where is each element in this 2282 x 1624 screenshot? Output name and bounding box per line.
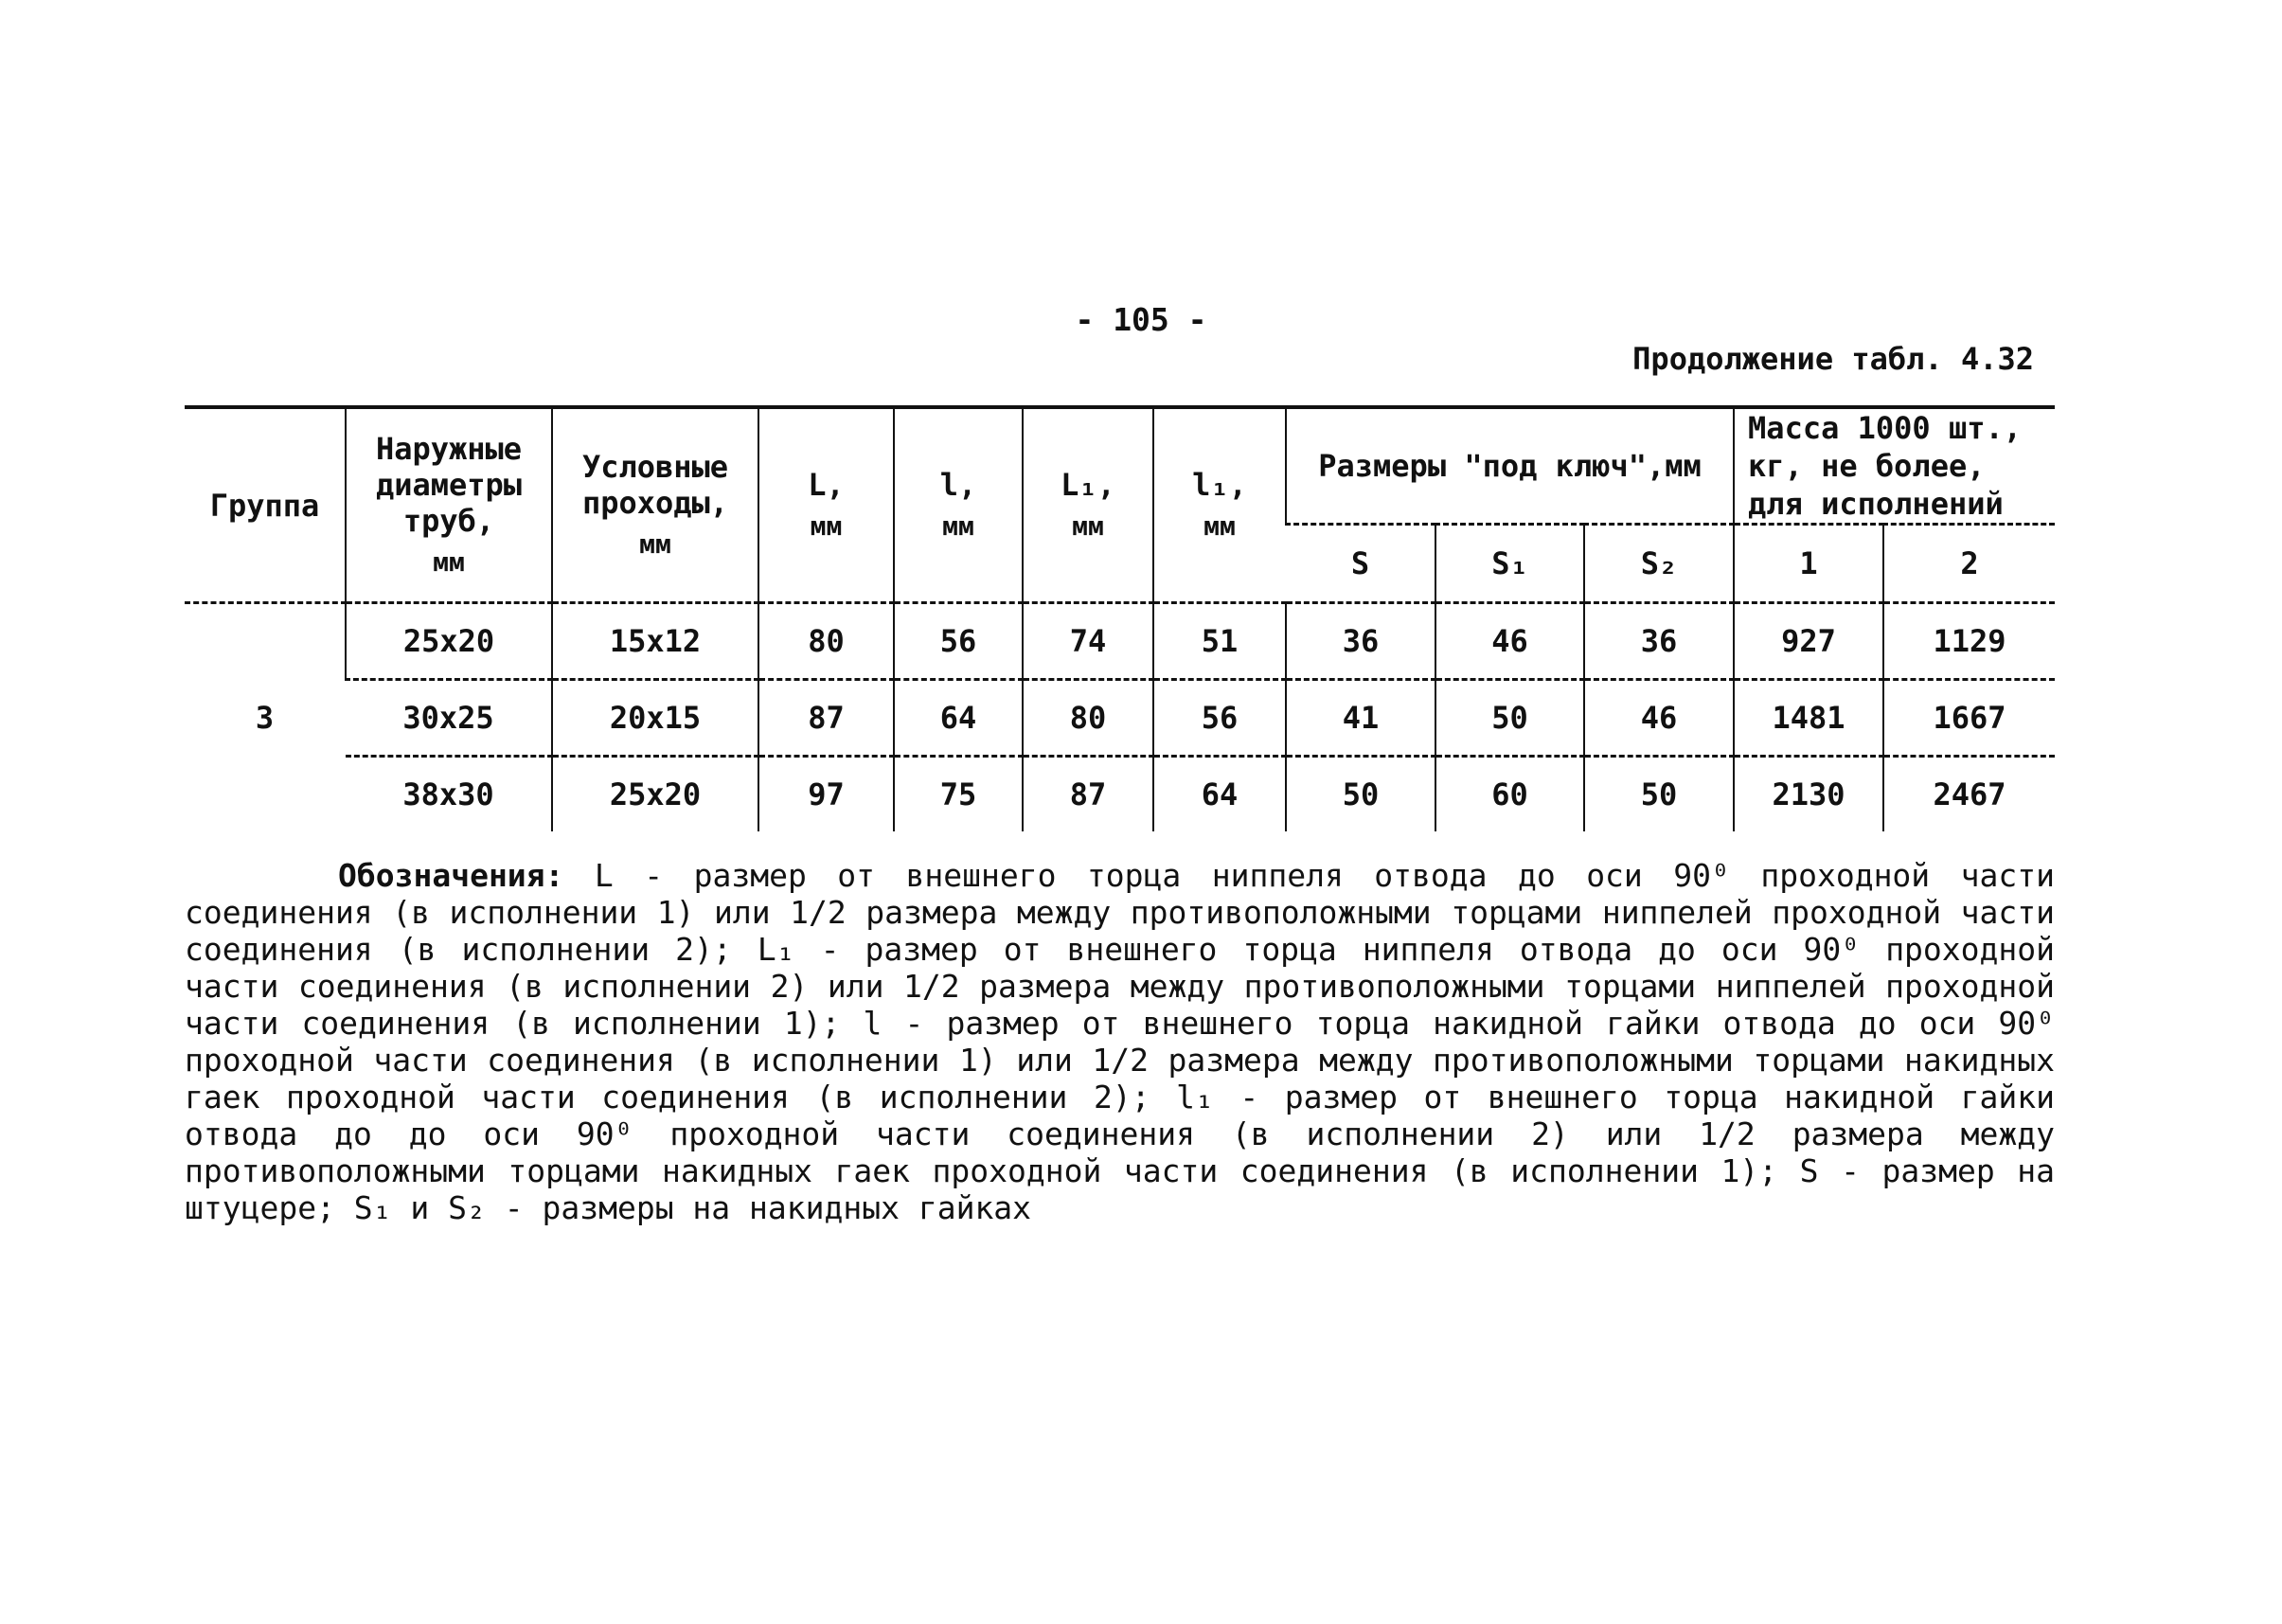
header-l bbox=[894, 407, 1023, 603]
header-L-label: L, bbox=[808, 466, 845, 503]
cell-nominal: 15x12 bbox=[552, 603, 758, 680]
table-body bbox=[185, 603, 2055, 832]
cell-S2: 36 bbox=[1584, 603, 1734, 680]
cell-mass-2: 1129 bbox=[1883, 603, 2055, 680]
cell-L1: 87 bbox=[1023, 757, 1153, 832]
header-group-label: Группа bbox=[209, 487, 320, 524]
header-l1 bbox=[1153, 407, 1286, 603]
cell-S1: 50 bbox=[1435, 680, 1584, 757]
header-outer-diameters bbox=[346, 407, 552, 603]
table-header bbox=[185, 407, 2055, 603]
cell-l1: 56 bbox=[1153, 680, 1286, 757]
header-wrench-sizes bbox=[1286, 407, 1734, 525]
cell-L: 87 bbox=[758, 680, 894, 757]
table-caption: Продолжение табл. 4.32 bbox=[1632, 341, 2034, 377]
header-S1: S₁ bbox=[1435, 525, 1584, 603]
cell-S2: 50 bbox=[1584, 757, 1734, 832]
cell-outer: 38x30 bbox=[402, 776, 494, 812]
cell-l1: 51 bbox=[1153, 603, 1286, 680]
header-L-unit: мм bbox=[810, 509, 843, 542]
header-group bbox=[185, 407, 346, 603]
header-l1-label: l₁, bbox=[1192, 466, 1247, 503]
header-mass-2: 2 bbox=[1883, 525, 2055, 603]
cell-l: 64 bbox=[894, 680, 1023, 757]
header-nominal-passes bbox=[552, 407, 758, 603]
header-nominal-passes-unit: мм bbox=[639, 527, 671, 560]
page-number: - 105 - bbox=[1075, 301, 1207, 338]
cell-l1: 64 bbox=[1153, 757, 1286, 832]
header-L1-unit: мм bbox=[1072, 509, 1104, 542]
header-L1 bbox=[1023, 407, 1153, 603]
header-wrench-sizes-label: Размеры "под ключ",мм bbox=[1318, 448, 1702, 484]
cell-mass-2: 2467 bbox=[1883, 757, 2055, 832]
notes-paragraph bbox=[185, 857, 2055, 1226]
header-l-label: l, bbox=[939, 466, 977, 503]
cell-L: 80 bbox=[758, 603, 894, 680]
notes-text: L - размер от внешнего торца ниппеля отвода до оси 90⁰ проходной части соединения (в исполнении 1) или 1/2 размера между противоположными торцами ниппелей проходной части соединения (в исполнении 2); L₁ - размер от внешнего торца ниппеля отвода до оси 90⁰ проходной части соединения (в исполнении 2) или 1/2 размера между противоположными торцами ниппелей проходной части соединения (в исполнении 1); l - размер от внешнего торца накидной гайки отвода до оси 90⁰ проходной части соединения (в исполнении 1) или 1/2 размера между противоположными торцами накидных гаек проходной части соединения (в исполнении 2); l₁ - размер от внешнего торца накидной гайки отвода до до оси 90⁰ проходной части соединения (в исполнении 2) или 1/2 размера между противоположными торцами накидных гаек проходной части соединения (в исполнении 1); S - размер на штуцере; S₁ и S₂ - размеры на накидных гайках bbox=[185, 857, 2055, 1226]
cell-l: 75 bbox=[894, 757, 1023, 832]
header-mass-1: 1 bbox=[1734, 525, 1883, 603]
header-S: S bbox=[1286, 525, 1435, 603]
cell-S1: 60 bbox=[1435, 757, 1584, 832]
header-nominal-passes-label: Условные проходы, bbox=[581, 448, 729, 521]
cell-S1: 46 bbox=[1435, 603, 1584, 680]
cell-L1: 74 bbox=[1023, 603, 1153, 680]
cell-L: 97 bbox=[758, 757, 894, 832]
cell-l: 56 bbox=[894, 603, 1023, 680]
cell-mass-1: 1481 bbox=[1734, 680, 1883, 757]
header-mass bbox=[1734, 407, 2055, 525]
cell-S: 50 bbox=[1286, 757, 1435, 832]
table-row bbox=[185, 603, 2055, 680]
cell-nominal: 20x15 bbox=[552, 680, 758, 757]
header-mass-label: Масса 1000 шт., кг, не более, для исполнений bbox=[1748, 410, 2023, 522]
header-l-unit: мм bbox=[942, 509, 974, 542]
header-L1-label: L₁, bbox=[1061, 466, 1115, 503]
header-outer-diameters-label: Наружные диаметры труб, bbox=[375, 430, 523, 539]
cell-outer: 25x20 bbox=[346, 603, 552, 680]
header-S2: S₂ bbox=[1584, 525, 1734, 603]
cell-S: 41 bbox=[1286, 680, 1435, 757]
header-outer-diameters-unit: мм bbox=[433, 545, 465, 578]
group-cell: 3 bbox=[255, 700, 275, 736]
header-l1-unit: мм bbox=[1203, 509, 1236, 542]
cell-mass-1: 2130 bbox=[1734, 757, 1883, 832]
table-row bbox=[185, 757, 2055, 832]
cell-mass-1: 927 bbox=[1734, 603, 1883, 680]
dimensions-table bbox=[185, 405, 2055, 831]
cell-nominal: 25x20 bbox=[552, 757, 758, 832]
cell-S: 36 bbox=[1286, 603, 1435, 680]
cell-L1: 80 bbox=[1023, 680, 1153, 757]
table-row bbox=[185, 680, 2055, 757]
header-L bbox=[758, 407, 894, 603]
notes-label: Обозначения: bbox=[338, 857, 564, 894]
cell-outer: 30x25 bbox=[346, 680, 552, 757]
cell-S2: 46 bbox=[1584, 680, 1734, 757]
cell-mass-2: 1667 bbox=[1883, 680, 2055, 757]
